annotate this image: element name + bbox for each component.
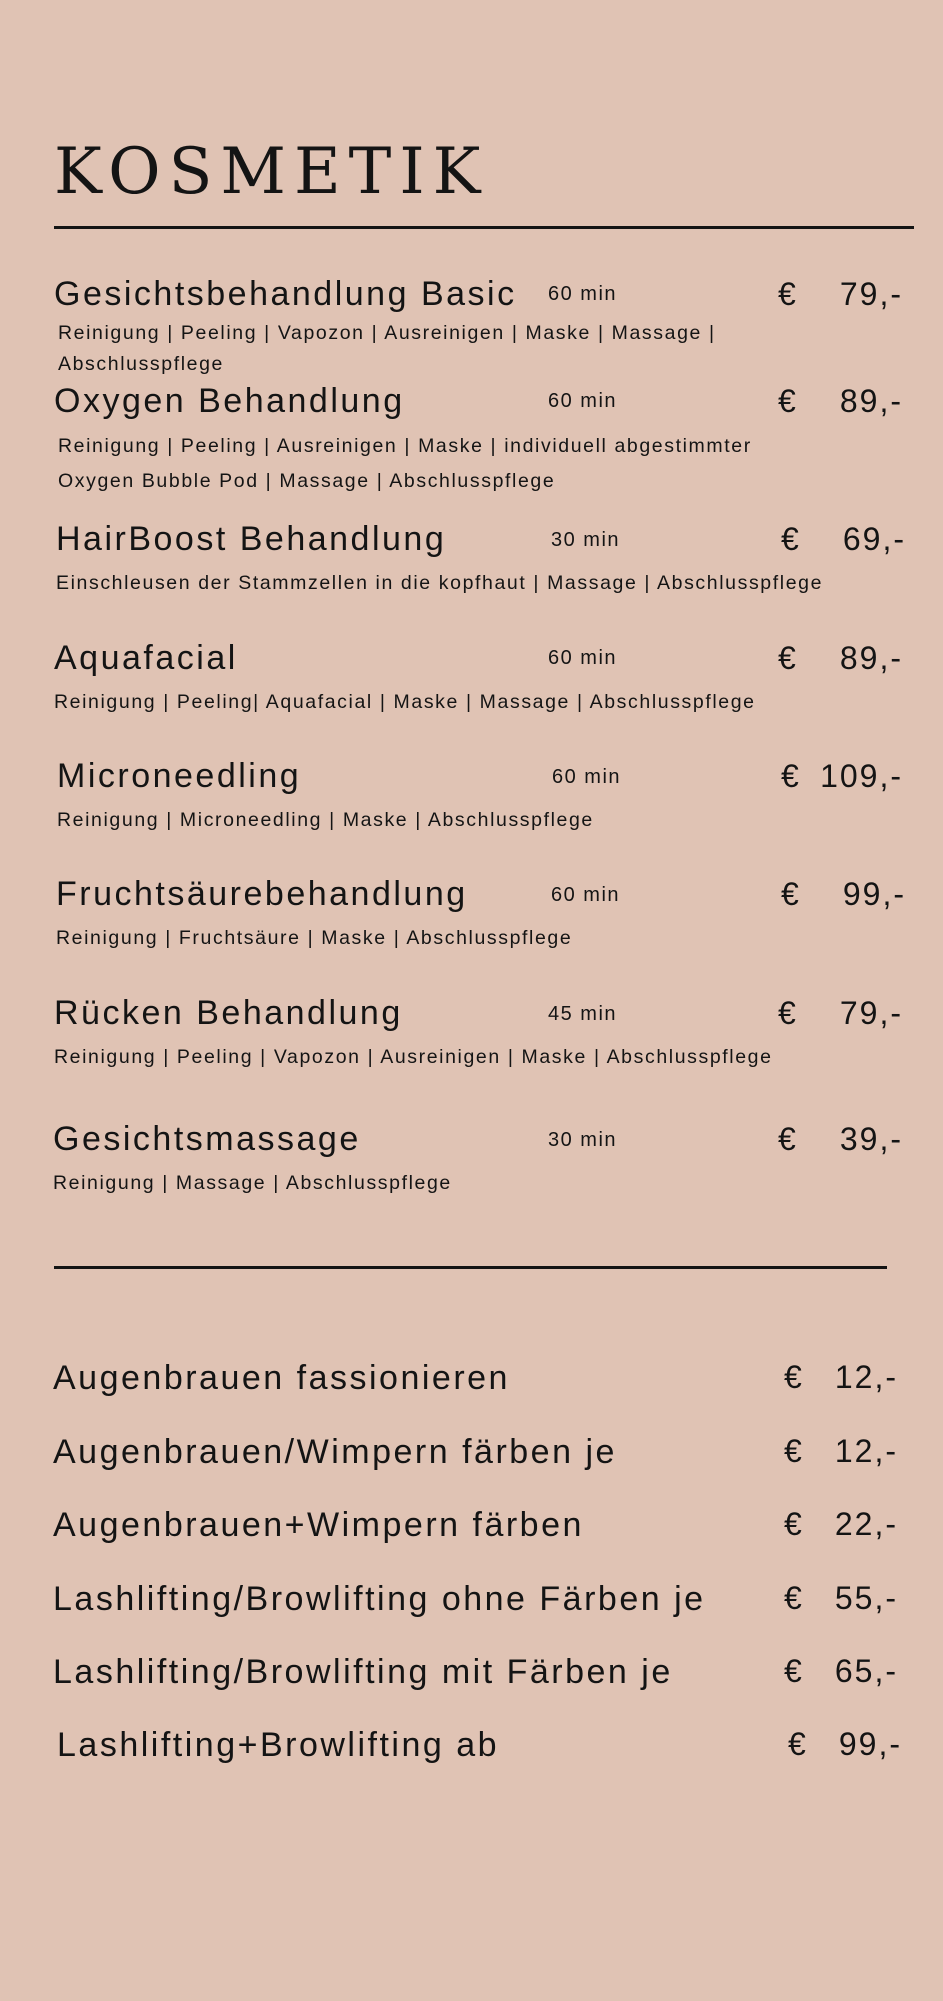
treatment-price: 79,- [839,995,903,1031]
section-divider [54,1266,887,1269]
currency-symbol: € [781,876,799,912]
extra-price: 65,- [834,1653,898,1689]
currency-symbol: € [781,521,799,557]
treatment-price: 89,- [839,383,903,419]
treatment-name: Fruchtsäurebehandlung [56,875,468,913]
extra-price: 12,- [834,1433,898,1469]
treatment-description: Oxygen Bubble Pod | Massage | Abschlusspflege [58,470,556,492]
currency-symbol: € [784,1433,802,1469]
treatment-description: Reinigung | Peeling | Vapozon | Ausreinigen | Maske | Massage | [58,322,716,344]
currency-symbol: € [784,1580,802,1616]
treatment-description: Reinigung | Massage | Abschlusspflege [53,1172,452,1194]
currency-symbol: € [788,1726,806,1762]
extra-price: 55,- [834,1580,898,1616]
treatment-description: Reinigung | Microneedling | Maske | Abschlusspflege [57,809,594,831]
treatment-duration: 60 min [551,884,621,906]
treatment-name: Gesichtsmassage [53,1120,361,1158]
treatment-price: 69,- [842,521,906,557]
extra-price: 22,- [834,1506,898,1542]
treatment-description: Reinigung | Peeling| Aquafacial | Maske | Massage | Abschlusspflege [54,691,756,713]
treatment-duration: 60 min [552,766,622,788]
treatment-name: HairBoost Behandlung [56,520,447,558]
currency-symbol: € [784,1653,802,1689]
currency-symbol: € [778,995,796,1031]
treatment-description: Reinigung | Peeling | Ausreinigen | Maske | individuell abgestimmter [58,435,752,457]
page-title: KOSMETIK [54,135,489,209]
currency-symbol: € [781,758,799,794]
treatment-duration: 45 min [548,1003,618,1025]
currency-symbol: € [784,1506,802,1542]
treatment-name: Oxygen Behandlung [54,382,405,420]
extra-name: Augenbrauen/Wimpern färben je [53,1433,617,1471]
extra-name: Lashlifting+Browlifting ab [57,1726,500,1764]
treatment-name: Aquafacial [54,639,238,677]
treatment-description: Reinigung | Peeling | Vapozon | Ausreinigen | Maske | Abschlusspflege [54,1046,773,1068]
extra-name: Augenbrauen fassionieren [53,1359,510,1397]
extra-name: Lashlifting/Browlifting mit Färben je [53,1653,673,1691]
treatment-duration: 30 min [551,529,621,551]
title-divider [54,226,914,229]
treatment-price: 39,- [839,1121,903,1157]
treatment-name: Gesichtsbehandlung Basic [54,275,517,313]
treatment-duration: 60 min [548,283,618,305]
treatment-price: 79,- [839,276,903,312]
extra-name: Augenbrauen+Wimpern färben [53,1506,584,1544]
currency-symbol: € [778,1121,796,1157]
treatment-description: Reinigung | Fruchtsäure | Maske | Abschlusspflege [56,927,573,949]
treatment-duration: 60 min [548,390,618,412]
treatment-price: 109,- [820,758,903,794]
treatment-description: Abschlusspflege [58,353,225,375]
treatment-duration: 60 min [548,647,618,669]
extra-price: 99,- [838,1726,902,1762]
extra-price: 12,- [834,1359,898,1395]
currency-symbol: € [778,276,796,312]
currency-symbol: € [778,383,796,419]
treatment-name: Rücken Behandlung [54,994,403,1032]
currency-symbol: € [784,1359,802,1395]
treatment-price: 99,- [842,876,906,912]
treatment-name: Microneedling [57,757,302,795]
treatment-price: 89,- [839,640,903,676]
extra-name: Lashlifting/Browlifting ohne Färben je [53,1580,706,1618]
treatment-duration: 30 min [548,1129,618,1151]
treatment-description: Einschleusen der Stammzellen in die kopfhaut | Massage | Abschlusspflege [56,572,824,594]
currency-symbol: € [778,640,796,676]
